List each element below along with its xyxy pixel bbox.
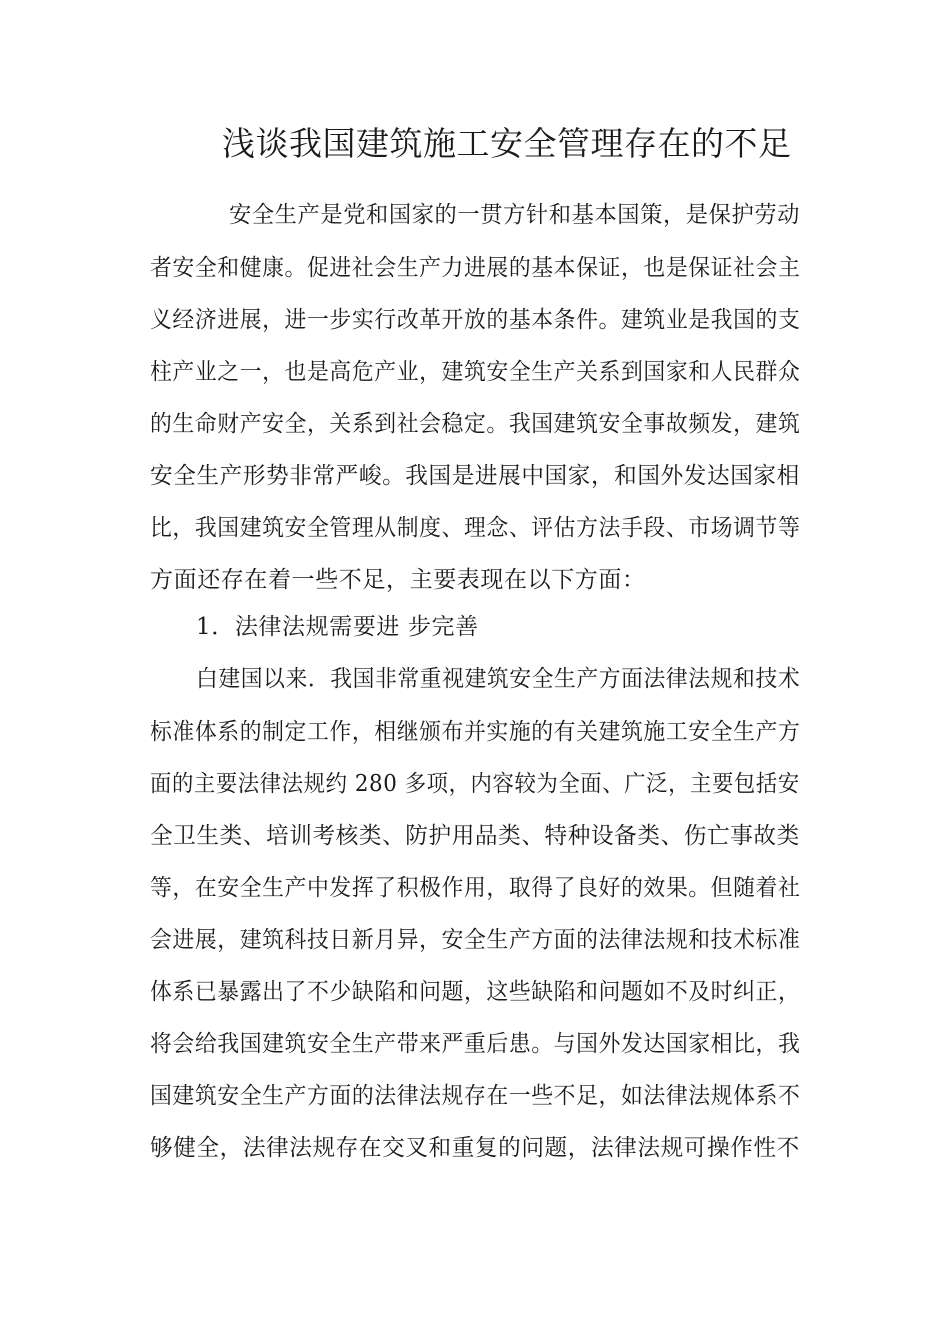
document-title: 浅谈我国建筑施工安全管理存在的不足 xyxy=(222,124,792,163)
body-line: 方面还存在着一些不足，主要表现在以下方面： xyxy=(150,567,646,593)
body-line: 义经济进展，进一步实行改革开放的基本条件。建筑业是我国的支 xyxy=(150,307,801,333)
body-line: 等，在安全生产中发挥了积极作用，取得了良好的效果。但随着社 xyxy=(150,875,801,901)
section-heading: 1．法律法规需要进 步完善 xyxy=(196,614,479,640)
body-line: 将会给我国建筑安全生产带来严重后患。与国外发达国家相比，我 xyxy=(150,1031,801,1057)
body-line: 比，我国建筑安全管理从制度、理念、评估方法手段、市场调节等 xyxy=(150,515,801,541)
body-line: 标准体系的制定工作，相继颁布并实施的有关建筑施工安全生产方 xyxy=(150,719,801,745)
body-line: 白建国以来．我国非常重视建筑安全生产方面法律法规和技术 xyxy=(196,666,801,692)
body-line: 安全生产是党和国家的一贯方针和基本国策，是保护劳动 xyxy=(229,202,801,228)
body-line: 面的主要法律法规约 280 多项，内容较为全面、广泛，主要包括安 xyxy=(150,771,800,797)
body-line: 柱产业之一，也是高危产业，建筑安全生产关系到国家和人民群众 xyxy=(150,359,801,385)
body-line: 够健全，法律法规存在交叉和重复的问题，法律法规可操作性不 xyxy=(150,1135,800,1161)
body-line: 会进展，建筑科技日新月异，安全生产方面的法律法规和技术标准 xyxy=(150,927,801,953)
body-line: 安全生产形势非常严峻。我国是进展中国家，和国外发达国家相 xyxy=(150,463,800,489)
body-line: 国建筑安全生产方面的法律法规存在一些不足，如法律法规体系不 xyxy=(150,1083,801,1109)
body-line: 的生命财产安全，关系到社会稳定。我国建筑安全事故频发，建筑 xyxy=(150,411,801,437)
body-line: 者安全和健康。促进社会生产力进展的基本保证，也是保证社会主 xyxy=(150,255,801,281)
body-line: 全卫生类、培训考核类、防护用品类、特种设备类、伤亡事故类 xyxy=(150,823,800,849)
body-line: 体系已暴露出了不少缺陷和问题，这些缺陷和问题如不及时纠正， xyxy=(150,979,801,1005)
